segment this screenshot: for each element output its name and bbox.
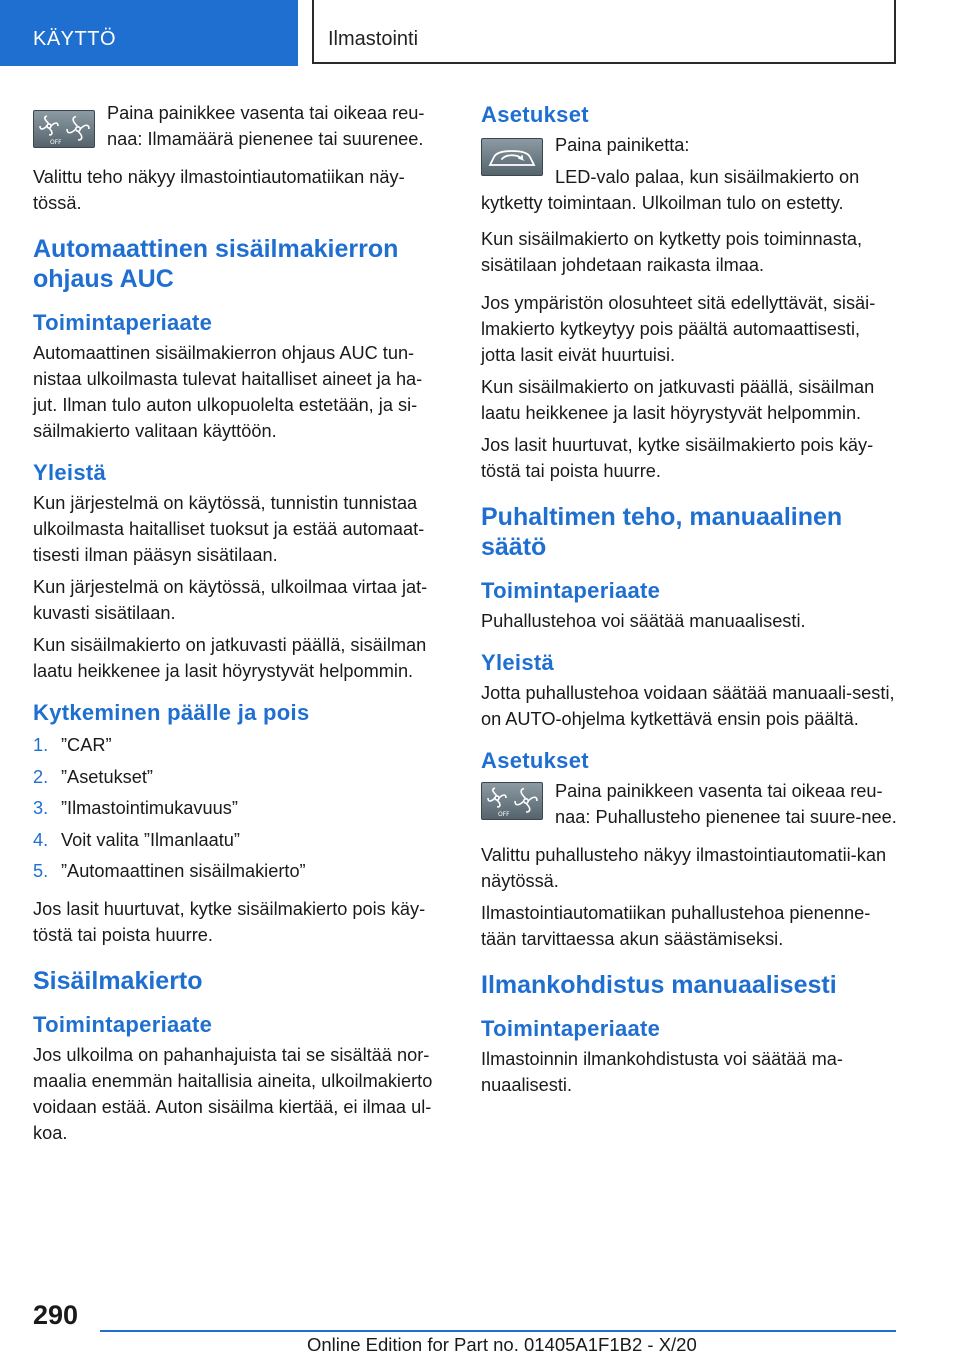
subheading-settings: Asetukset — [481, 102, 589, 127]
fan-adjust-text: Paina painikkee vasenta tai oikeaa reu‐naa: Ilmamäärä pienenee tai suurenee. — [107, 103, 425, 149]
subheading-principle: Toimintaperiaate — [481, 578, 661, 603]
paragraph: Kun järjestelmä on käytössä, tunnistin tunnistaa ulkoilmasta haitalliset tuoksut ja estää automaat‐tisesti ilman pääsyn sisätilaan. — [33, 493, 425, 565]
paragraph: Kun sisäilmakierto on kytketty pois toiminnasta, sisätilaan johdetaan raikasta ilmaa. — [481, 229, 863, 275]
paragraph: Jos ympäristön olosuhteet sitä edellyttävät, sisäi‐lmakierto kytkeytyy pois päältä automaattisesti, jotta lasit eivät huurtuisi. — [481, 293, 876, 365]
paragraph: Valittu teho näkyy ilmastointiautomatiikan näy‐tössä. — [33, 167, 405, 213]
paragraph: Ilmastointiautomatiikan puhallustehoa pienenne‐tään tarvittaessa akun säästämiseksi. — [481, 903, 871, 949]
paragraph: Puhallustehoa voi säätää manuaalisesti. — [481, 611, 806, 631]
list-item: 2. ”Asetukset” — [33, 766, 153, 787]
paragraph: Jos lasit huurtuvat, kytke sisäilmakierto pois käy‐töstä tai poista huurre. — [481, 435, 874, 481]
heading-auc: Automaattinen sisäilmakierron ohjaus AUC — [33, 235, 399, 293]
subheading-principle: Toimintaperiaate — [33, 1011, 213, 1037]
press-button-text: Paina painiketta: — [555, 135, 690, 155]
subheading-settings: Asetukset — [481, 748, 589, 773]
subheading-principle: Toimintaperiaate — [481, 1016, 661, 1041]
air-recirculation-button-icon — [481, 138, 543, 176]
footer-divider — [100, 1330, 896, 1332]
fan-speed-button-icon — [481, 782, 543, 820]
paragraph: Kun sisäilmakierto on jatkuvasti päällä, sisäilman laatu heikkenee ja lasit höyrystyvät helpommin. — [33, 635, 427, 681]
page-header — [0, 0, 960, 66]
subheading-general: Yleistä — [33, 460, 107, 485]
list-item: 1. ”CAR” — [33, 735, 112, 755]
page-number: 290 — [33, 1300, 79, 1330]
svg-text:OFF: OFF — [50, 139, 62, 146]
recirc-button-instruction — [481, 132, 897, 222]
heading-air-distribution: Ilmankohdistus manuaalisesti — [481, 971, 837, 999]
heading-blower: Puhaltimen teho, manuaalinen säätö — [481, 503, 843, 561]
list-item: 4. Voit valita ”Ilmanlaatu” — [33, 829, 240, 850]
fan-adjust-text: Paina painikkeen vasenta tai oikeaa reu‐naa: Puhallusteho pienenee tai suure‐nee. — [555, 781, 897, 827]
fan-speed-button-icon — [33, 110, 95, 148]
heading-recirculation: Sisäilmakierto — [33, 966, 203, 995]
paragraph: Jotta puhallustehoa voidaan säätää manuaali‐sesti, on AUTO-ohjelma kytkettävä ensin pois päältä. — [481, 683, 895, 729]
paragraph: Jos ulkoilma on pahanhajuista tai se sisältää nor‐maalia enemmän haitallisia aineita, ulkoilmakierto voidaan estää. Auton sisäilma kiertää, ei ilmaa ul‐koa. — [33, 1044, 433, 1143]
subheading-on-off: Kytkeminen päälle ja pois — [33, 700, 310, 725]
list-item: 3. ”Ilmastointimukavuus” — [33, 798, 238, 818]
chapter-title: Ilmastointi — [312, 0, 896, 64]
list-item: 5. ”Automaattinen sisäilmakierto” — [33, 861, 306, 881]
paragraph: Jos lasit huurtuvat, kytke sisäilmakierto pois käy‐töstä tai poista huurre. — [33, 898, 426, 945]
section-tab: KÄYTTÖ — [0, 0, 298, 66]
paragraph: Ilmastoinnin ilmankohdistusta voi säätää ma‐nuaalisesti. — [481, 1049, 843, 1095]
svg-text:OFF: OFF — [498, 811, 510, 818]
paragraph: Valittu puhallusteho näkyy ilmastointiautomatii‐kan näytössä. — [481, 845, 887, 891]
paragraph: Automaattinen sisäilmakierron ohjaus AUC tun‐nistaa ulkoilmasta tulevat haitalliset aineet ja ha‐jut. Ilman tulo auton ulkopuolelta estetään, ja si‐säilmakierto valitaan käyttöön. — [33, 343, 423, 441]
right-column — [481, 100, 897, 1110]
subheading-general: Yleistä — [481, 650, 555, 675]
left-column — [33, 100, 445, 1158]
paragraph: Kun järjestelmä on käytössä, ulkoilmaa virtaa jat‐kuvasti sisätilaan. — [33, 577, 428, 623]
fan-button-instruction-2 — [481, 778, 897, 830]
paragraph: Kun sisäilmakierto on jatkuvasti päällä, sisäilman laatu heikkenee ja lasit höyrystyvät helpommin. — [481, 377, 875, 423]
steps-list — [33, 730, 445, 888]
paragraph: LED-valo palaa, kun sisäilmakierto on kytketty toimintaan. Ulkoilman tulo on estetty. — [481, 167, 860, 213]
edition-text: Online Edition for Part no. 01405A1F1B2 - X/20 — [307, 1334, 697, 1355]
fan-button-instruction — [33, 100, 445, 152]
subheading-principle: Toimintaperiaate — [33, 310, 213, 335]
